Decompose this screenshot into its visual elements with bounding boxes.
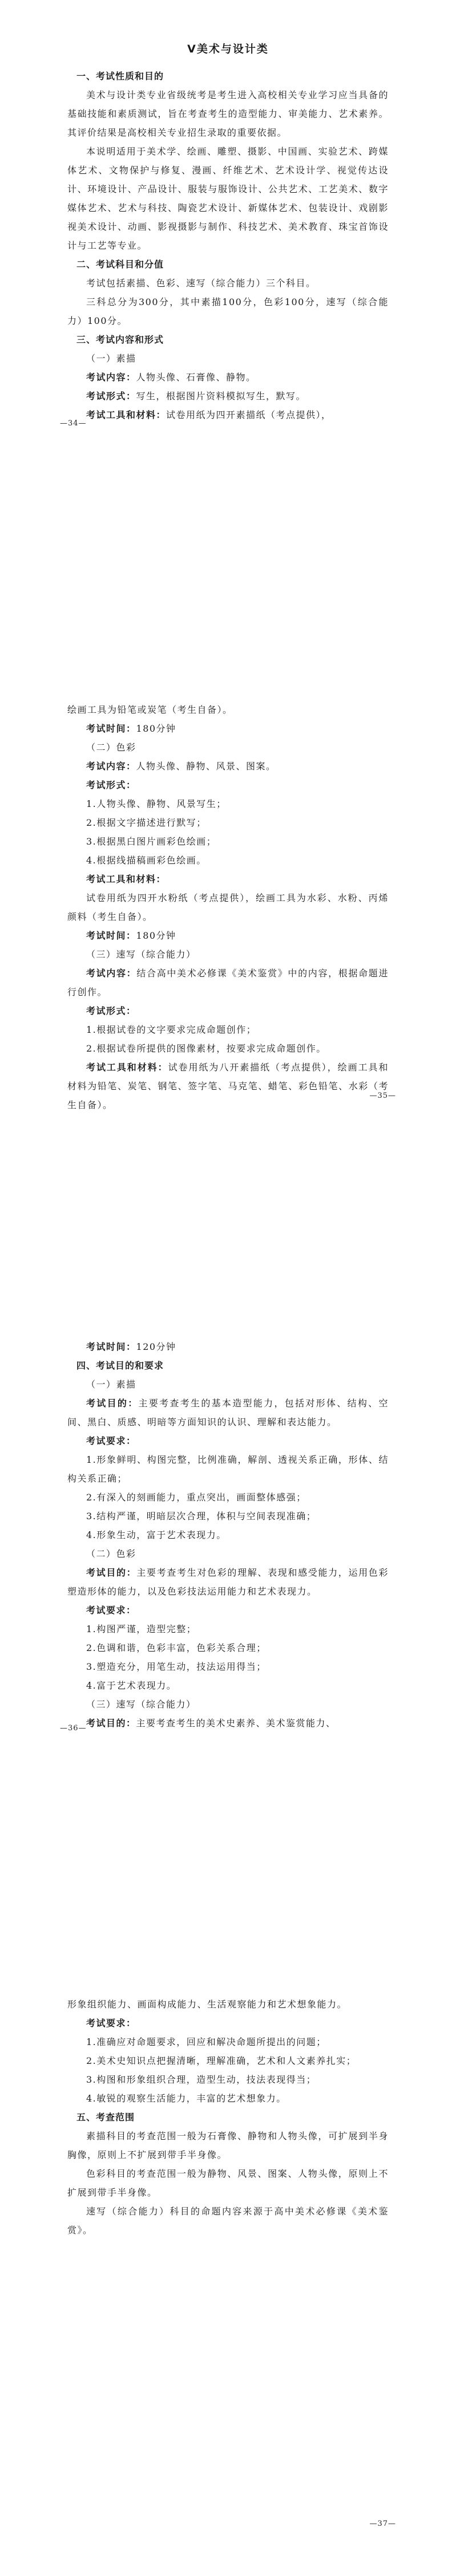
field-line (67, 719, 389, 738)
list-item: 1.根据试卷的文字要求完成命题创作； (86, 1024, 257, 1035)
section-heading-2: 二、考试科目和分值 (76, 259, 164, 270)
section-heading-4: 四、考试目的和要求 (76, 1360, 164, 1371)
field-text: 180分钟 (136, 930, 176, 941)
list-item: 3.构图和形象组织合理，造型生动，技法表现得当； (86, 2074, 317, 2085)
field-label: 考试目的： (86, 1718, 136, 1729)
subsection-heading: （三）速写（综合能力） (86, 949, 196, 960)
field-text: 180分钟 (136, 723, 176, 734)
list-item: 4.形象生动，富于艺术表现力。 (86, 1530, 227, 1540)
list-item: 4.敏锐的观察生活能力，丰富的艺术想象力。 (86, 2093, 286, 2104)
page-35 (0, 700, 456, 1114)
field-label: 考试时间： (86, 930, 136, 941)
field-line (67, 964, 389, 1001)
page-37 (0, 1995, 456, 2240)
paragraph: 美术与设计类专业省级统考是考生进入高校相关专业学习应当具备的基础技能和素质测试，旨在考查考生的造型能力、审美能力、艺术素养。其评价结果是高校相关专业招生录取的重要依据。 (67, 90, 389, 138)
subsection-heading: （三）速写（综合能力） (86, 1699, 196, 1710)
field-label: 考试要求： (86, 2018, 136, 2029)
list-item: 1.人物头像、静物、风景写生； (86, 798, 227, 809)
field-line (67, 757, 389, 776)
field-label: 考试时间： (86, 723, 136, 734)
section-heading-1: 一、考试性质和目的 (76, 71, 164, 82)
field-label: 考试时间： (86, 1341, 136, 1352)
list-item: 4.根据线描稿画彩色绘画。 (86, 855, 207, 866)
list-item: 3.根据黑白图片画彩色绘画； (86, 836, 217, 847)
field-line (67, 1337, 389, 1356)
paragraph: 速写（综合能力）科目的命题内容来源于高中美术必修课《美术鉴赏》。 (67, 2206, 389, 2236)
document-title: Ⅴ美术与设计类 (187, 43, 269, 55)
field-text: 主要考查考生的基本造型能力，包括对形体、结构、空间、黑白、质感、明暗等方面知识的认识、理解和表达能力。 (67, 1398, 389, 1427)
field-text: 写生，根据图片资料模拟写生，默写。 (136, 391, 306, 401)
list-item: 2.根据试卷所提供的图像素材，按要求完成命题创作。 (86, 1043, 326, 1054)
field-label: 考试要求： (86, 1605, 136, 1616)
list-item: 1.准确应对命题要求，回应和解决命题所提出的问题； (86, 2037, 326, 2047)
field-line (67, 870, 389, 889)
field-line (67, 1058, 389, 1114)
field-label: 考试形式： (86, 391, 136, 401)
page-36 (0, 1337, 456, 1733)
section-heading-3: 三、考试内容和形式 (76, 334, 164, 345)
subsection-heading: （二）色彩 (86, 1548, 136, 1559)
field-line (67, 1431, 389, 1450)
paragraph: 考试包括素描、色彩、速写（综合能力）三个科目。 (86, 278, 316, 289)
field-label: 考试形式： (86, 780, 136, 790)
field-line (67, 1563, 389, 1601)
list-item: 2.有深入的刻画能力，重点突出，画面整体感强； (86, 1492, 306, 1503)
field-text: 主要考查考生的美术史素养、美术鉴赏能力、 (136, 1718, 336, 1729)
subsection-heading: （一）素描 (86, 353, 136, 364)
field-label: 考试目的： (86, 1398, 139, 1409)
field-label: 考试工具和材料： (86, 409, 167, 420)
paragraph: 试卷用纸为四开水粉纸（考点提供），绘画工具为水彩、水粉、丙烯颜料（考生自备）。 (67, 893, 389, 922)
page-number: —37— (369, 2520, 396, 2528)
section-heading-5: 五、考查范围 (76, 2112, 135, 2123)
field-line (67, 2014, 389, 2033)
list-item: 1.构图严谨，造型完整； (86, 1624, 197, 1634)
field-line (67, 405, 389, 424)
paragraph: 素描科目的考查范围一般为石膏像、静物和人物头像，可扩展到半身胸像，原则上不扩展到带手半身像。 (67, 2131, 389, 2160)
field-text: 人物头像、静物、风景、图案。 (136, 761, 276, 772)
list-item: 2.根据文字描述进行默写； (86, 817, 207, 828)
field-label: 考试内容： (86, 968, 137, 979)
field-line (67, 1601, 389, 1620)
field-text: 人物头像、石膏像、静物。 (136, 372, 256, 383)
field-text: 120分钟 (136, 1341, 176, 1352)
field-line (67, 926, 389, 945)
field-label: 考试目的： (86, 1567, 137, 1578)
paragraph: 本说明适用于美术学、绘画、雕塑、摄影、中国画、实验艺术、跨媒体艺术、文物保护与修复、漫画、纤维艺术、艺术设计学、视觉传达设计、环境设计、产品设计、服装与服饰设计、公共艺术、工艺美术、数字媒体艺术、艺术与科技、陶瓷艺术设计、新媒体艺术、包装设计、戏剧影视美术设计、动画、影视摄影与制作、科技艺术、美术教育、珠宝首饰设计与工艺等专业。 (67, 146, 389, 251)
field-line (67, 387, 389, 405)
list-item: 4.富于艺术表现力。 (86, 1680, 177, 1691)
field-label: 考试要求： (86, 1435, 136, 1446)
list-item: 3.塑造充分，用笔生动，技法运用得当； (86, 1661, 267, 1672)
list-item: 2.色调和谐，色彩丰富，色彩关系合理； (86, 1642, 267, 1653)
page-number: —36— (60, 1724, 87, 1733)
paragraph: 色彩科目的考查范围一般为静物、风景、图案、人物头像，原则上不扩展到带手半身像。 (67, 2168, 389, 2198)
page-number: —35— (369, 1092, 396, 1100)
field-label: 考试内容： (86, 372, 136, 383)
list-item: 1.形象鲜明、构图完整，比例准确，解剖、透视关系正确，形体、结构关系正确； (67, 1454, 389, 1484)
page-number: —34— (60, 419, 87, 428)
subsection-heading: （一）素描 (86, 1379, 136, 1390)
list-item: 3.结构严谨，明暗层次合理，体积与空间表现准确； (86, 1511, 317, 1522)
field-label: 考试形式： (86, 1005, 136, 1016)
field-text: 试卷用纸为八开素描纸（考点提供），绘画工具和材料为铅笔、炭笔、钢笔、签字笔、马克笔、蜡笔、彩色铅笔、水彩（考生自备）。 (67, 1062, 389, 1110)
field-line (67, 776, 389, 794)
list-item: 2.美术史知识点把握清晰，理解准确，艺术和人文素养扎实； (86, 2055, 357, 2066)
paragraph: 三科总分为300分，其中素描100分，色彩100分，速写（综合能力）100分。 (67, 297, 389, 326)
field-text: 结合高中美术必修课《美术鉴赏》中的内容，根据命题进行创作。 (67, 968, 389, 997)
field-label: 考试内容： (86, 761, 136, 772)
field-line (67, 368, 389, 387)
field-text: 主要考查考生对色彩的理解、表现和感受能力，运用色彩塑造形体的能力，以及色彩技法运用能力和艺术表现力。 (67, 1567, 389, 1597)
field-text: 试卷用纸为四开素描纸（考点提供）， (166, 409, 332, 420)
field-label: 考试工具和材料： (86, 1062, 168, 1073)
field-label: 考试工具和材料： (86, 874, 167, 885)
subsection-heading: （二）色彩 (86, 742, 136, 753)
page-34 (0, 40, 456, 424)
field-line (67, 1001, 389, 1020)
paragraph: 形象组织能力、画面构成能力、生活观察能力和艺术想象能力。 (67, 1999, 348, 2010)
field-line (67, 1394, 389, 1431)
paragraph: 绘画工具为铅笔或炭笔（考生自备）。 (67, 704, 233, 715)
field-line (67, 1714, 389, 1733)
